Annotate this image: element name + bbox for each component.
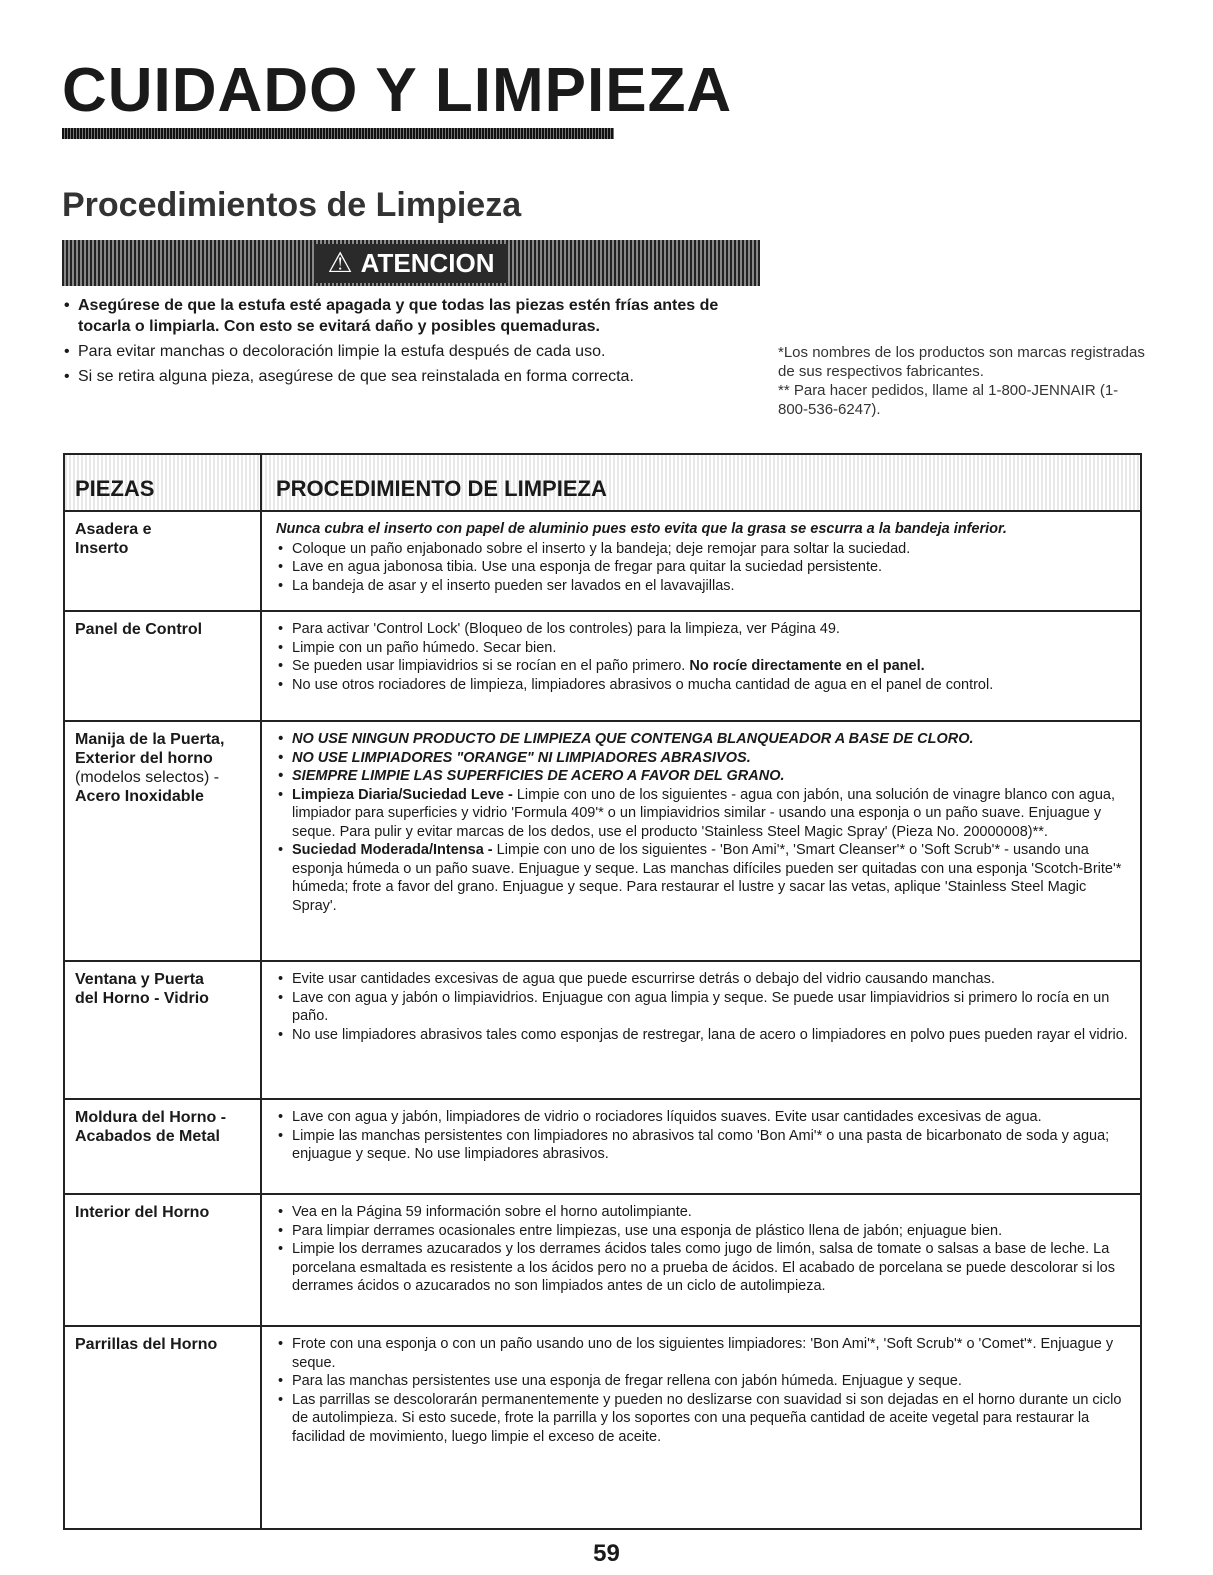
procedure-item: • No use otros rociadores de limpieza, limpiadores abrasivos o mucha cantidad de agua en el panel de control. xyxy=(276,676,1130,695)
table-row xyxy=(65,612,1140,722)
procedure-cell xyxy=(262,1100,1140,1193)
page-title: CUIDADO Y LIMPIEZA xyxy=(62,56,733,125)
part-name-line: Ventana y Puerta xyxy=(75,971,204,988)
procedure-item: • Las parrillas se descolorarán permanentemente y pueden no deslizarse con suavidad si son dejadas en el horno durante un ciclo de autolimpieza. Si esto sucede, frote la parrilla y los soportes con una pequeña cantidad de aceite vegetal para restaurar la facilidad de movimiento, luego limpie el exceso de aceite. xyxy=(276,1391,1130,1447)
procedure-item xyxy=(276,657,1130,676)
procedure-item: • Coloque un paño enjabonado sobre el inserto y la bandeja; deje remojar para soltar la suciedad. xyxy=(276,540,1130,559)
part-name-line: Panel de Control xyxy=(75,621,203,638)
procedure-item: • Para activar 'Control Lock' (Bloqueo de los controles) para la limpieza, ver Página 49. xyxy=(276,620,1130,639)
part-name-line: Interior del Horno xyxy=(75,1204,210,1221)
procedure-item: • Evite usar cantidades excesivas de agua que puede escurrirse detrás o debajo del vidrio causando manchas. xyxy=(276,970,1130,989)
part-cell xyxy=(65,612,262,720)
procedure-item-text: Limpie con uno de los siguientes - agua con jabón, una solución de vinagre blanco con agua, limpiador para superficies y vidrio 'Formula 409'* o un limpiavidrios similar - usando una esponja o un paño suave. Enjuague y seque. Para pulir y evitar marcas de los dedos, use el producto 'Stainless Steel Magic Spray' (Pieza No. 20000008)**. xyxy=(292,786,1115,840)
procedure-item: • Para las manchas persistentes use una esponja de fregar rellena con jabón húmeda. Enjuague y seque. xyxy=(276,1372,1130,1391)
procedure-item: • Limpie con un paño húmedo. Secar bien. xyxy=(276,639,1130,658)
page-number: 59 xyxy=(593,1540,620,1567)
part-name-line: Manija de la Puerta, xyxy=(75,731,225,748)
procedure-cell xyxy=(262,722,1140,960)
part-name-line: Moldura del Horno - xyxy=(75,1109,227,1126)
procedure-item: • SIEMPRE LIMPIE LAS SUPERFICIES DE ACERO A FAVOR DEL GRANO. xyxy=(276,767,1130,786)
part-name-line: del Horno - Vidrio xyxy=(75,990,209,1007)
part-name-note: (modelos selectos) - xyxy=(75,769,220,786)
procedure-cell xyxy=(262,1327,1140,1528)
procedure-cell xyxy=(262,1195,1140,1325)
part-cell xyxy=(65,722,262,960)
part-cell xyxy=(65,512,262,610)
warning-item: • Si se retira alguna pieza, asegúrese de que sea reinstalada en forma correcta. xyxy=(62,366,762,387)
table-row xyxy=(65,1195,1140,1327)
part-name-line: Asadera e xyxy=(75,521,152,538)
procedure-item-text: Limpie con uno de los siguientes - 'Bon Ami'*, 'Smart Cleanser'* o 'Soft Scrub'* - usando una esponja húmeda o un paño suave. Enjuague y seque. Las manchas difíciles pueden ser quitadas con una esponja 'Scotch-Brite'* húmeda; frote a favor del grano. Enjuague y seque. Para restaurar el lustre y sacar las vetas, aplique 'Stainless Steel Magic Spray'. xyxy=(292,842,1122,914)
table-body xyxy=(65,512,1140,1528)
procedure-cell xyxy=(262,962,1140,1098)
footnotes xyxy=(778,343,1148,419)
procedure-item-emphasis: No rocíe directamente en el panel. xyxy=(689,658,925,674)
procedure-item: • NO USE NINGUN PRODUCTO DE LIMPIEZA QUE CONTENGA BLANQUEADOR A BASE DE CLORO. xyxy=(276,730,1130,749)
part-name-line: Exterior del horno xyxy=(75,750,213,767)
procedure-cell xyxy=(262,612,1140,720)
header-parts: PIEZAS xyxy=(65,455,262,510)
part-cell xyxy=(65,1195,262,1325)
title-rule xyxy=(62,128,614,139)
warning-label: ATENCION xyxy=(360,247,495,278)
warning-item: • Para evitar manchas o decoloración limpie la estufa después de cada uso. xyxy=(62,341,762,362)
procedure-item: • NO USE LIMPIADORES "ORANGE" NI LIMPIADORES ABRASIVOS. xyxy=(276,749,1130,768)
part-name-line: Parrillas del Horno xyxy=(75,1336,218,1353)
procedure-cell xyxy=(262,512,1140,610)
part-cell xyxy=(65,1327,262,1528)
part-name-line: Acero Inoxidable xyxy=(75,788,204,805)
procedure-item: • Limpie las manchas persistentes con limpiadores no abrasivos tal como 'Bon Ami'* o una pasta de bicarbonato de soda y agua; enjuague y seque. No use limpiadores abrasivos. xyxy=(276,1127,1130,1164)
table-row xyxy=(65,1100,1140,1195)
procedure-item: • Para limpiar derrames ocasionales entre limpiezas, use una esponja de plástico llena de jabón; enjuague bien. xyxy=(276,1222,1130,1241)
procedure-item: • Limpie los derrames azucarados y los derrames ácidos tales como jugo de limón, salsa de tomate o salsas a base de leche. La porcelana esmaltada es resistente a los ácidos pero no a prueba de ácidos. El acabado de porcelana se puede descolorar si los derrames ácidos o azucarados no son limpiados antes de un ciclo de autolimpieza. xyxy=(276,1240,1130,1296)
table-row xyxy=(65,722,1140,962)
procedure-item-label: Suciedad Moderada/Intensa - xyxy=(292,842,493,858)
part-name-line: Inserto xyxy=(75,540,129,557)
part-cell xyxy=(65,1100,262,1193)
procedure-item: • La bandeja de asar y el inserto pueden ser lavados en el lavavajillas. xyxy=(276,577,1130,596)
warning-item: • Asegúrese de que la estufa esté apagada y que todas las piezas estén frías antes de tocarla o limpiarla. Con esto se evitará daño y posibles quemaduras. xyxy=(62,295,762,337)
footnote-orders: ** Para hacer pedidos, llame al 1-800-JENNAIR (1-800-536-6247). xyxy=(778,382,1119,418)
table-row xyxy=(65,962,1140,1100)
procedure-item: • Vea en la Página 59 información sobre el horno autolimpiante. xyxy=(276,1203,1130,1222)
warning-banner xyxy=(62,240,760,286)
table-row xyxy=(65,512,1140,612)
section-title: Procedimientos de Limpieza xyxy=(62,186,522,224)
cleaning-table xyxy=(63,453,1142,1530)
table-row xyxy=(65,1327,1140,1528)
procedure-item-label: Limpieza Diaria/Suciedad Leve - xyxy=(292,786,513,803)
warning-list xyxy=(62,295,762,391)
part-name-line: Acabados de Metal xyxy=(75,1128,220,1145)
footnote-trademarks: *Los nombres de los productos son marcas registradas de sus respectivos fabricantes. xyxy=(778,344,1145,380)
procedure-item: • Lave con agua y jabón, limpiadores de vidrio o rociadores líquidos suaves. Evite usar cantidades excesivas de agua. xyxy=(276,1108,1130,1127)
procedure-item: • No use limpiadores abrasivos tales como esponjas de restregar, lana de acero o limpiadores en polvo pues pueden rayar el vidrio. xyxy=(276,1026,1130,1045)
procedure-item: • Lave con agua y jabón o limpiavidrios. Enjuague con agua limpia y seque. Se puede usar limpiavidrios si primero lo rocía en un paño. xyxy=(276,989,1130,1026)
table-header xyxy=(65,455,1140,512)
procedure-item-text: Se pueden usar limpiavidrios si se rocían en el paño primero. xyxy=(292,658,686,674)
procedure-item xyxy=(276,786,1130,842)
procedure-item: • Frote con una esponja o con un paño usando uno de los siguientes limpiadores: 'Bon Ami'*, 'Soft Scrub'* o 'Comet'*. Enjuague y seque. xyxy=(276,1335,1130,1372)
part-cell xyxy=(65,962,262,1098)
procedure-intro: Nunca cubra el inserto con papel de aluminio pues esto evita que la grasa se escurra a la bandeja inferior. xyxy=(276,521,1007,537)
warning-label-box xyxy=(314,244,509,283)
warning-triangle-icon: ⚠ xyxy=(327,247,353,278)
procedure-item xyxy=(276,841,1130,915)
header-procedure: PROCEDIMIENTO DE LIMPIEZA xyxy=(276,476,607,501)
procedure-item: • Lave en agua jabonosa tibia. Use una esponja de fregar para quitar la suciedad persistente. xyxy=(276,558,1130,577)
